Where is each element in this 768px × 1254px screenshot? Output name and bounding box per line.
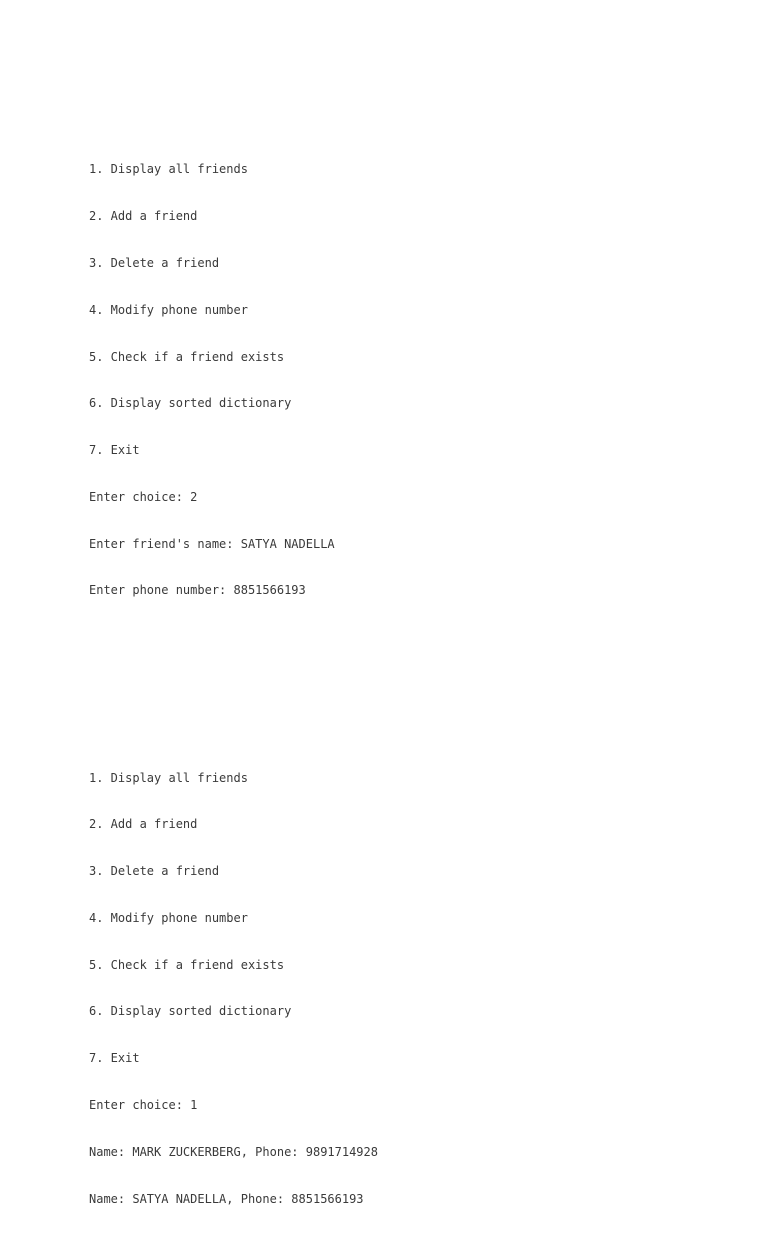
menu-item-delete-friend: 3. Delete a friend — [89, 864, 220, 879]
menu-block-1 — [89, 131, 749, 630]
menu-block-2 — [89, 739, 749, 1238]
menu-item-exit: 7. Exit — [89, 443, 140, 458]
menu-item-exit: 7. Exit — [89, 1051, 140, 1066]
name-prompt: Enter friend's name: SATYA NADELLA — [89, 536, 335, 551]
phone-prompt: Enter phone number: 8851566193 — [89, 583, 306, 598]
menu-item-display-sorted: 6. Display sorted dictionary — [89, 396, 292, 411]
menu-item-display-all: 1. Display all friends — [89, 162, 248, 177]
menu-item-check-exists: 5. Check if a friend exists — [89, 349, 285, 364]
blank-line — [89, 677, 749, 693]
menu-item-modify-phone: 4. Modify phone number — [89, 910, 248, 925]
friend-result-line: Name: MARK ZUCKERBERG, Phone: 9891714928 — [89, 1144, 378, 1159]
menu-item-display-sorted: 6. Display sorted dictionary — [89, 1004, 292, 1019]
choice-prompt: Enter choice: 1 — [89, 1098, 198, 1112]
menu-item-display-all: 1. Display all friends — [89, 770, 248, 785]
menu-item-modify-phone: 4. Modify phone number — [89, 302, 248, 317]
menu-item-delete-friend: 3. Delete a friend — [89, 255, 220, 270]
console-output — [89, 100, 749, 1254]
choice-prompt: Enter choice: 2 — [89, 489, 198, 504]
menu-item-add-friend: 2. Add a friend — [89, 209, 198, 224]
friend-result-line: Name: SATYA NADELLA, Phone: 8851566193 — [89, 1191, 364, 1206]
menu-item-check-exists: 5. Check if a friend exists — [89, 957, 285, 972]
menu-item-add-friend: 2. Add a friend — [89, 817, 198, 832]
